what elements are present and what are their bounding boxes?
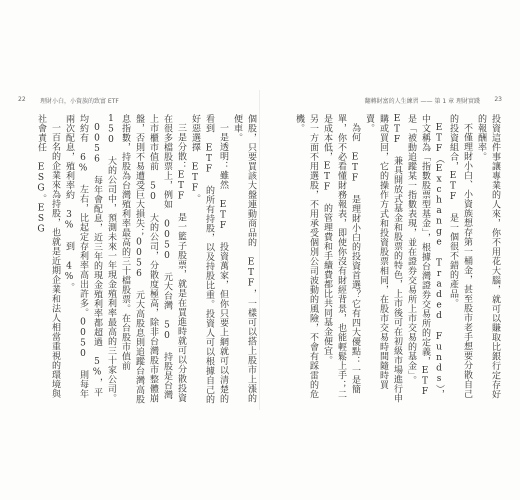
left-page-number: 22 (18, 96, 26, 103)
left-page (18, 96, 258, 408)
right-running-head: 翻轉財富的人生練習 —— 第 1 章 理財實踐 (364, 98, 480, 105)
right-paragraph: 另一方面不用選股，不用承受個別公司波動的風險，不會有踩雷的危機。 (294, 114, 318, 399)
left-paragraph: 一百名的企業來為持股，也就是近期企業和法人相當重視的環境與社會責任 ESG。ESG (36, 114, 60, 399)
right-page (262, 96, 502, 408)
left-running-head: 理財小白，小資族的致富 ETF (40, 98, 119, 105)
left-paragraph: 0056 每年會配息，近三年的現金殖利率都超過 5%，平均約有 6% 左右，比起定存利率高出許多。0050 則每年兩次配息，殖利率約 3% 到 4%。 (64, 114, 102, 399)
right-page-number: 23 (494, 96, 502, 103)
right-paragraph: ETF（Exchange Traded Funds），中文稱為「指數股票型基金」，根據台灣證券交易所的定義，ETF 是「被動追蹤某一指數表現，並在證券交易所上市交易的基金」。ETF 兼具開放式基金和股票的特色，上市後可在初級市場進行申購或買回，它的操作方式和投資股票相同，在股市交易時間隨時買賣。 (364, 114, 444, 403)
right-paragraph: 投資這件事讓專業的人來，你不用花大腦，就可以賺取比銀行定存好的報酬率。 (476, 114, 500, 399)
left-paragraph: 一是透明：雖然 ETF 投資萬家，但你只要上網就可以清楚的看到 ETF 的所有持股，以及持股比重。投資人可以根據自己的好惡選擇 ETF。 (190, 114, 228, 404)
right-paragraph: 不僅理財小白、小資族想存第一桶金，甚至股市老手想要分散自己的投資組合，ETF 是一個很不錯的產品。 (448, 114, 472, 399)
right-page-body (262, 114, 502, 404)
left-paragraph: 三是分散：ETF 是一籃子股票，就是在買進時就可以分散投資在很多檔股票上，例如 0050 元大台灣 50 持股是台灣上市櫃市值前 50 大的公司，分散度極高，除非台灣股市整體崩盤，否則不易遭受巨大損失；0056 元大高股息則追蹤台灣高股息指數，持股為台灣殖利率最高的三十檔股票。在台股市值前 150 大的公司中，預測未來一年現金殖利率最高的三十家公司。 (106, 114, 186, 404)
right-paragraph: 為何 ETF 是理財小白的投資首選？它有四大優點：一是簡單，你不必看懂財務報表，即使你沒有財經背景，也能輕鬆上手；二是成本低，ETF 的管理費和手續費都比共同基金便宜。 (322, 114, 360, 399)
left-page-body (18, 114, 258, 404)
left-page-header (18, 96, 258, 106)
left-paragraph: 個股，只要買該大盤連動商品的 ETF，一樣可以搭上股市上漲的便車。 (232, 114, 256, 403)
book-gutter (259, 90, 260, 410)
right-page-header (262, 96, 502, 106)
